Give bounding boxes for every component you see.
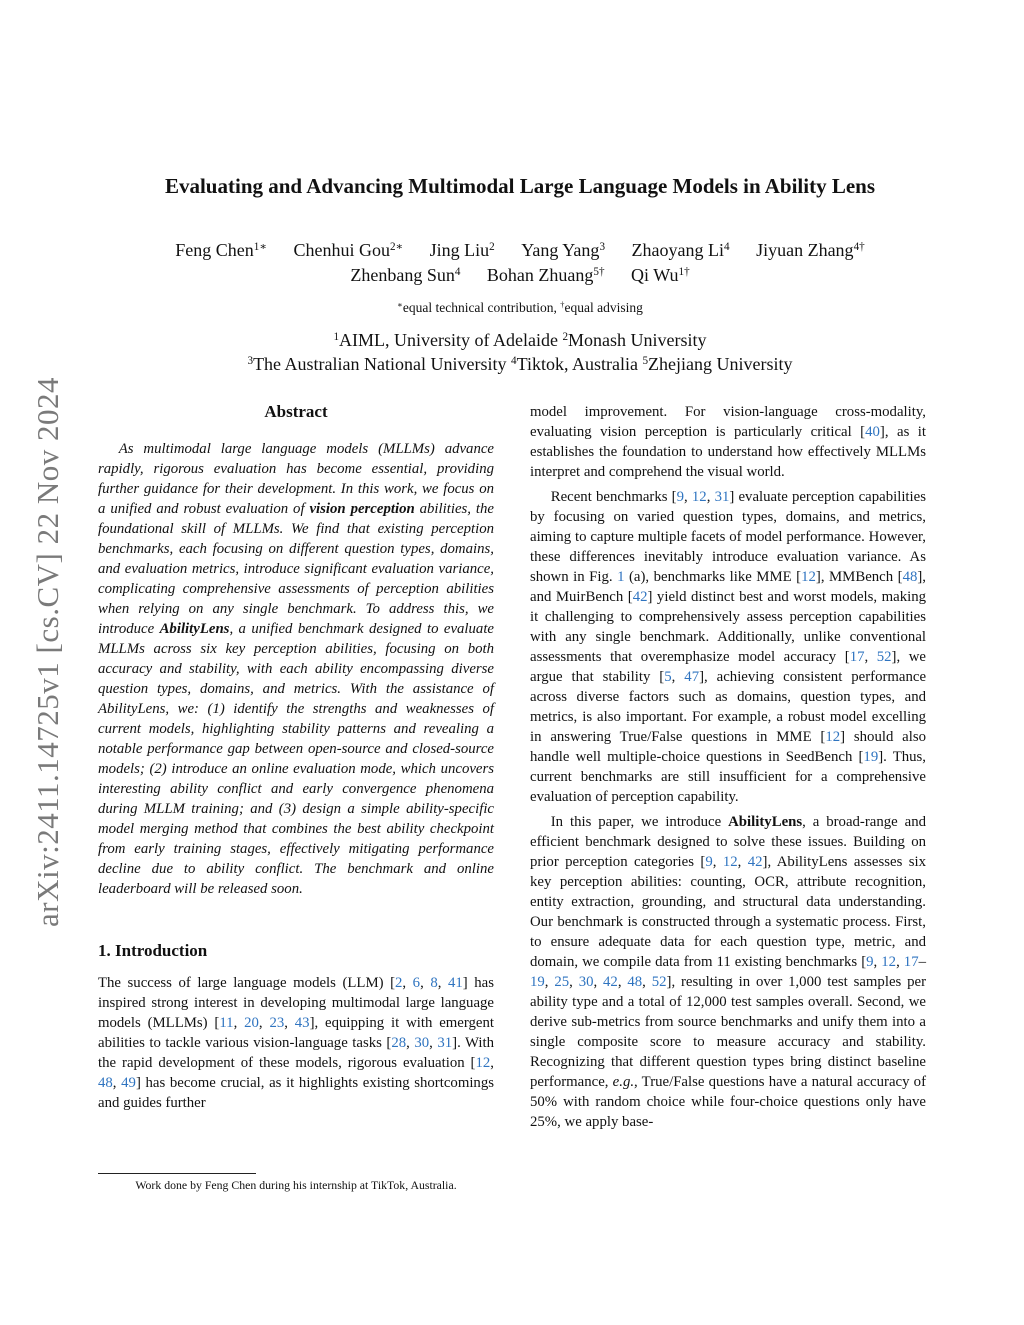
author: Feng Chen$^{1∗}$ [175, 240, 267, 260]
citation-link[interactable]: 41 [447, 975, 463, 991]
citation-link[interactable]: 28 [391, 1035, 407, 1051]
citation-link[interactable]: 48 [627, 974, 643, 990]
citation-link[interactable]: 8 [430, 975, 438, 991]
arxiv-identifier: arXiv:2411.14725v1 [cs.CV] 22 Nov 2024 [30, 377, 65, 927]
intro-paragraph: The success of large language models (LLM) [2, 6, 8, 41] has inspired strong interest in developing multimodal large language models (MLLMs) [11, 20, 23, 43], equipping it with emergent abilities to tackle various vision-language tasks [28, 30, 31]. With the rapid development of these models, rigorous evaluation [12, 48, 49] has become crucial, as it highlights existing shortcomings and guides further [98, 975, 495, 1111]
citation-link[interactable]: 12 [475, 1055, 491, 1071]
citation-link[interactable]: 31 [714, 489, 730, 505]
author: Jiyuan Zhang$^{4\dagger}$ [756, 240, 865, 260]
contribution-note: ∗equal technical contribution, †equal advising [397, 300, 643, 315]
affiliation-line-1: $^1$AIML, University of Adelaide $^2$Monash University [333, 330, 707, 350]
citation-link[interactable]: 6 [412, 975, 421, 991]
author: Jing Liu$^2$ [429, 240, 495, 260]
author-list [60, 238, 980, 288]
citation-link[interactable]: 11 [219, 1015, 234, 1031]
left-column [98, 402, 494, 1113]
body-paragraph: In this paper, we introduce AbilityLens, a broad-range and efficient benchmark designed to solve these issues. Building on prior perception categories [9, 12, 42], AbilityLens assesses six key perception abilities: counting, OCR, attribute recognition, entity extraction, grounding, and structural data understanding. Our benchmark is constructed through a systematic process. First, to ensure adequate data for each question type, metric, and domain, we compile data from 11 existing benchmarks [9, 12, 17–19, 25, 30, 42, 48, 52], resulting in over 1,000 test samples per ability type and a total of 12,000 test samples overall. Second, we derive sub-metrics from source benchmarks and unify them into a single composite score to measure accuracy and stability. Recognizing that different question types bring distinct baseline performance, e.g., True/False questions have a natural accuracy of 50% with random choice while four-choice questions only have 25%, we apply base- [530, 814, 927, 1130]
author-line-1 [60, 238, 980, 263]
citation-link[interactable]: 19 [863, 749, 879, 765]
citation-link[interactable]: 48 [902, 569, 918, 585]
citation-link[interactable]: 49 [121, 1075, 136, 1091]
citation-link[interactable]: 9 [866, 954, 874, 970]
citation-link[interactable]: 9 [676, 489, 684, 505]
citation-link[interactable]: 30 [414, 1035, 430, 1051]
citation-link[interactable]: 17 [903, 954, 919, 970]
citation-link[interactable]: 17 [849, 649, 865, 665]
citation-link[interactable]: 52 [651, 974, 667, 990]
affiliation-line-2: $^3$The Australian National University $^4$Tiktok, Australia $^5$Zhejiang University [247, 354, 793, 374]
citation-link[interactable]: 43 [294, 1015, 310, 1031]
citation-link[interactable]: 42 [603, 974, 618, 990]
citation-link[interactable]: 20 [244, 1015, 259, 1031]
citation-link[interactable]: 52 [876, 649, 892, 665]
footnote: Work done by Feng Chen during his internship at TikTok, Australia. [135, 1178, 457, 1192]
citation-link[interactable]: 42 [632, 589, 648, 605]
paper-title: Evaluating and Advancing Multimodal Large Language Models in Ability Lens [164, 174, 876, 198]
citation-link[interactable]: 12 [722, 854, 738, 870]
author: Zhaoyang Li$^4$ [631, 240, 730, 260]
body-paragraph: model improvement. For vision-language cross-modality, evaluating vision perception is particularly critical [40], as it establishes the foundation to understand how effectively MLLMs interpret and comprehend the visual world. [530, 404, 927, 480]
citation-link[interactable]: 19 [530, 974, 545, 990]
affiliations [60, 328, 980, 376]
citation-link[interactable]: 47 [684, 669, 700, 685]
author: Zhenbang Sun$^4$ [350, 265, 461, 285]
author: Qi $Wu^{1\dagger}$ [631, 265, 690, 285]
citation-link[interactable]: 23 [269, 1015, 285, 1031]
abstract [98, 439, 494, 899]
citation-link[interactable]: 31 [437, 1035, 453, 1051]
author: Chenhui Gou$^{2∗}$ [293, 240, 404, 260]
citation-link[interactable]: 9 [705, 854, 713, 870]
author: Yang Yang$^3$ [521, 240, 606, 260]
author: Bohan Zhuang$^{5\dagger}$ [486, 265, 605, 285]
citation-link[interactable]: 12 [881, 954, 897, 970]
abstract-heading: Abstract [264, 402, 328, 421]
citation-link[interactable]: 12 [825, 729, 841, 745]
citation-link[interactable]: 42 [747, 854, 763, 870]
footnote-divider [98, 1173, 256, 1174]
citation-link[interactable]: 25 [554, 974, 570, 990]
citation-link[interactable]: 2 [395, 975, 403, 991]
body-paragraph: Recent benchmarks [9, 12, 31] evaluate perception capabilities by focusing on varied question types, domains, and metrics, aiming to capture multiple facets of model performance. However, these differences inevitably introduce evaluation variance. As shown in Fig. 1 (a), benchmarks like MME [12], MMBench [48], and MuirBench [42] yield distinct best and worst models, making it challenging to comprehensively assess perception capabilities with any single benchmark. Additionally, unlike conventional assessments that overemphasize model accuracy [17, 52], we argue that stability [5, 47], achieving consistent performance across diverse factors such as domains, question types, and metrics, is also important. For example, a robust model excelling in answering True/False questions in MME [12] should also handle well multiple-choice questions in SeedBench [19]. Thus, current benchmarks are still insufficient for a comprehensive evaluation of perception capability. [530, 489, 927, 805]
citation-link[interactable]: 12 [801, 569, 816, 585]
figure-link[interactable]: 1 [617, 569, 625, 585]
citation-link[interactable]: 12 [691, 489, 707, 505]
citation-link[interactable]: 40 [865, 424, 880, 440]
right-column [530, 402, 926, 1132]
author-line-2 [60, 263, 980, 288]
abstract-text: As multimodal large language models (MLLMs) advance rapidly, rigorous evaluation has become essential, providing further guidance for their development. In this work, we focus on a unified and robust evaluation of vision perception abilities, the foundational skill of MLLMs. We find that existing perception benchmarks, each focusing on different question types, domains, and evaluation metrics, introduce significant evaluation variance, complicating comprehensive assessments of perception abilities when relying on any single benchmark. To address this, we introduce AbilityLens, a unified benchmark designed to evaluate MLLMs across six key perception abilities, focusing on both accuracy and stability, with each ability encompassing diverse question types, domains, and metrics. With the assistance of AbilityLens, we: (1) identify the strengths and weaknesses of current models, highlighting stability patterns and revealing a notable performance gap between open-source and closed-source models; (2) introduce an online evaluation mode, which uncovers interesting ability conflict and early convergence phenomena during MLLM training; and (3) design a simple ability-specific model merging method that combines the best ability checkpoint from early training stages, effectively mitigating performance decline due to ability conflict. The benchmark and online leaderboard will be released soon. [98, 441, 495, 897]
citation-link[interactable]: 48 [98, 1075, 113, 1091]
citation-link[interactable]: 30 [578, 974, 594, 990]
introduction-heading: 1. Introduction [98, 941, 208, 960]
citation-link[interactable]: 5 [664, 669, 672, 685]
